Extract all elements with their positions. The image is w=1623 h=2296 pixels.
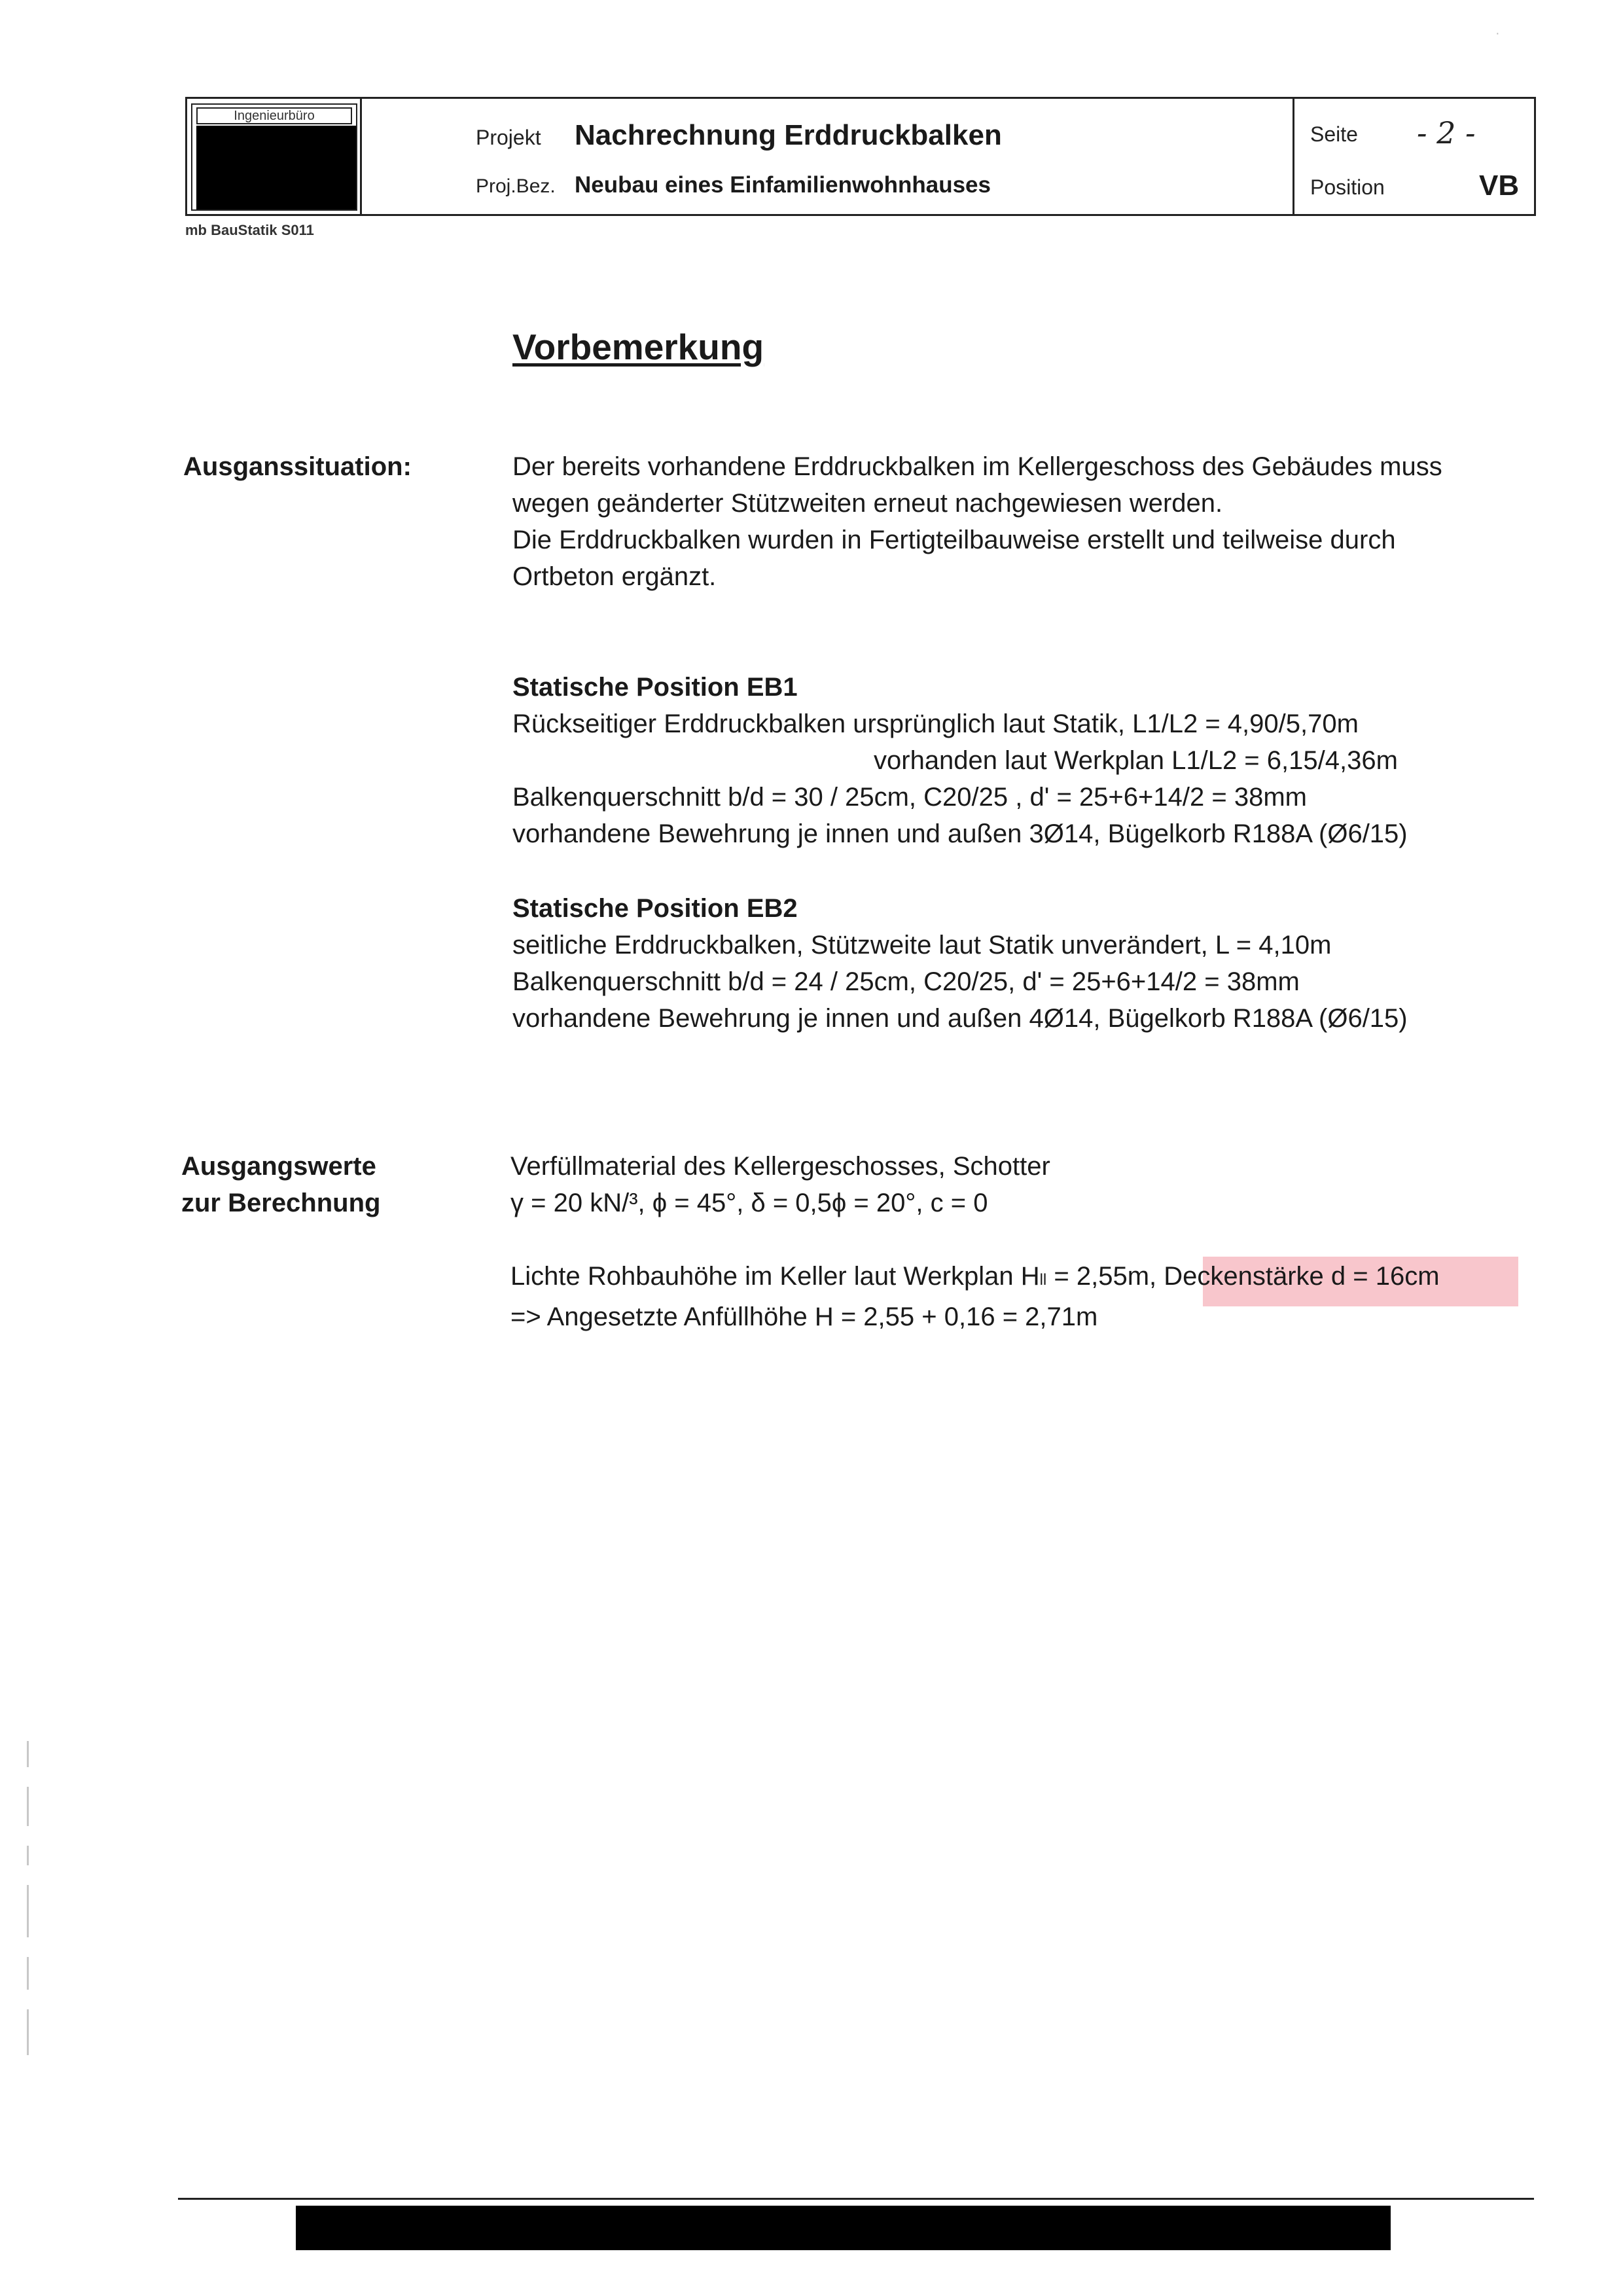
position-label: Position xyxy=(1310,175,1385,199)
slab-thickness: Deckenstärke d = 16cm xyxy=(1164,1262,1440,1291)
height-subscript: ll xyxy=(1039,1271,1047,1289)
height-value: = 2,55m, xyxy=(1046,1262,1164,1291)
initial-line: wegen geänderter Stützweiten erneut nachgewiesen werden. xyxy=(512,489,1223,518)
project-label: Projekt xyxy=(476,126,541,149)
material-line: Verfüllmaterial des Kellergeschosses, Schotter xyxy=(510,1152,1050,1181)
eb1-line: Balkenquerschnitt b/d = 30 / 25cm, C20/25 , d' = 25+6+14/2 = 38mm xyxy=(512,783,1307,812)
section-label-values xyxy=(181,1148,380,1221)
footer-redaction xyxy=(296,2206,1391,2250)
eb2-line: Balkenquerschnitt b/d = 24 / 25cm, C20/25, d' = 25+6+14/2 = 38mm xyxy=(512,967,1300,996)
eb2-heading: Statische Position EB2 xyxy=(512,894,798,923)
eb2-line: vorhandene Bewehrung je innen und außen 4Ø14, Bügelkorb R188A (Ø6/15) xyxy=(512,1004,1408,1033)
eb1-heading: Statische Position EB1 xyxy=(512,673,798,702)
values-label-line: Ausgangswerte xyxy=(181,1152,376,1181)
fill-height-line: => Angesetzte Anfüllhöhe H = 2,55 + 0,16 = 2,71m xyxy=(510,1302,1098,1331)
page-title: Vorbemerkung xyxy=(512,327,764,367)
eb1-line: vorhandene Bewehrung je innen und außen 3Ø14, Bügelkorb R188A (Ø6/15) xyxy=(512,819,1408,848)
eb1-line: Rückseitiger Erddruckbalken ursprünglich laut Statik, L1/L2 = 4,90/5,70m xyxy=(512,709,1359,738)
initial-line: Der bereits vorhandene Erddruckbalken im Kellergeschoss des Gebäudes muss xyxy=(512,452,1442,481)
footer-line xyxy=(178,2198,1534,2200)
section-label-initial: Ausganssituation: xyxy=(183,452,412,481)
eb2-block xyxy=(512,890,1408,1037)
projbez-label: Proj.Bez. xyxy=(476,175,556,197)
page-number: - 2 - xyxy=(1417,115,1476,151)
corner-mark: · xyxy=(1495,26,1500,41)
project-title: Nachrechnung Erddruckbalken xyxy=(575,119,1002,151)
header-divider xyxy=(1293,97,1294,216)
margin-scan-marks xyxy=(24,1741,33,2081)
values-label-line: zur Berechnung xyxy=(181,1189,381,1217)
software-label: mb BauStatik S011 xyxy=(185,222,314,238)
initial-text xyxy=(512,448,1442,595)
eb2-line: seitliche Erddruckbalken, Stützweite laut Statik unverändert, L = 4,10m xyxy=(512,931,1332,960)
position-value: VB xyxy=(1479,170,1520,202)
initial-line: Ortbeton ergänzt. xyxy=(512,562,717,591)
logo-redaction xyxy=(196,126,356,209)
height-line xyxy=(510,1258,1440,1299)
values-block xyxy=(510,1148,1440,1335)
soil-params-line: γ = 20 kN/³, ϕ = 45°, δ = 0,5ϕ = 20°, c = 0 xyxy=(510,1189,988,1217)
initial-line: Die Erddruckbalken wurden in Fertigteilbauweise erstellt und teilweise durch xyxy=(512,526,1396,554)
height-text: Lichte Rohbauhöhe im Keller laut Werkplan H xyxy=(510,1262,1040,1291)
eb1-line: vorhanden laut Werkplan L1/L2 = 6,15/4,36m xyxy=(874,746,1398,775)
logo-label: Ingenieurbüro xyxy=(196,107,352,124)
eb1-block xyxy=(512,669,1408,852)
page-label: Seite xyxy=(1310,122,1358,146)
projbez-value: Neubau eines Einfamilienwohnhauses xyxy=(575,172,991,198)
